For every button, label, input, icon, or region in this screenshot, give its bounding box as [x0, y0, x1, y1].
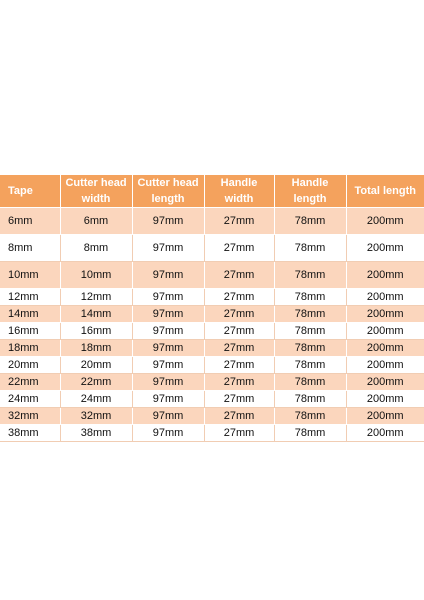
header-cutter-head-length: Cutter head length: [132, 175, 204, 208]
cell-cutter-head-length: 97mm: [132, 235, 204, 262]
cell-total-length: 200mm: [346, 235, 424, 262]
table-row: [0, 323, 424, 340]
cell-cutter-head-length: 97mm: [132, 357, 204, 374]
cell-handle-width: 27mm: [204, 289, 274, 306]
table-row: [0, 408, 424, 425]
header-row: [0, 175, 424, 208]
cell-tape: 38mm: [0, 425, 60, 442]
cell-cutter-head-width: 18mm: [60, 340, 132, 357]
cell-tape: 20mm: [0, 357, 60, 374]
cell-total-length: 200mm: [346, 208, 424, 235]
cell-handle-length: 78mm: [274, 408, 346, 425]
cell-cutter-head-width: 20mm: [60, 357, 132, 374]
cell-tape: 16mm: [0, 323, 60, 340]
header-cutter-head-width: Cutter head width: [60, 175, 132, 208]
cell-tape: 8mm: [0, 235, 60, 262]
cell-cutter-head-length: 97mm: [132, 425, 204, 442]
cell-cutter-head-length: 97mm: [132, 340, 204, 357]
header-handle-length: Handle length: [274, 175, 346, 208]
cell-handle-width: 27mm: [204, 374, 274, 391]
table-row: [0, 235, 424, 262]
cell-handle-width: 27mm: [204, 323, 274, 340]
cell-cutter-head-length: 97mm: [132, 306, 204, 323]
cell-handle-width: 27mm: [204, 425, 274, 442]
cell-tape: 22mm: [0, 374, 60, 391]
cell-tape: 6mm: [0, 208, 60, 235]
cell-handle-length: 78mm: [274, 340, 346, 357]
cell-cutter-head-length: 97mm: [132, 289, 204, 306]
table-row: [0, 262, 424, 289]
cell-cutter-head-length: 97mm: [132, 408, 204, 425]
table-row: [0, 306, 424, 323]
cell-total-length: 200mm: [346, 408, 424, 425]
cell-handle-length: 78mm: [274, 235, 346, 262]
cell-tape: 32mm: [0, 408, 60, 425]
cell-total-length: 200mm: [346, 391, 424, 408]
table-row: [0, 357, 424, 374]
cell-handle-width: 27mm: [204, 306, 274, 323]
table-header: [0, 175, 424, 208]
cell-handle-width: 27mm: [204, 340, 274, 357]
header-tape: Tape: [0, 175, 60, 208]
cell-cutter-head-width: 10mm: [60, 262, 132, 289]
cell-total-length: 200mm: [346, 357, 424, 374]
cell-tape: 24mm: [0, 391, 60, 408]
cell-cutter-head-width: 22mm: [60, 374, 132, 391]
cell-total-length: 200mm: [346, 340, 424, 357]
cell-handle-length: 78mm: [274, 262, 346, 289]
table-row: [0, 391, 424, 408]
cell-total-length: 200mm: [346, 323, 424, 340]
cell-total-length: 200mm: [346, 262, 424, 289]
cell-cutter-head-width: 24mm: [60, 391, 132, 408]
cell-tape: 12mm: [0, 289, 60, 306]
cell-handle-width: 27mm: [204, 208, 274, 235]
cell-handle-length: 78mm: [274, 208, 346, 235]
cell-total-length: 200mm: [346, 374, 424, 391]
header-total-length: Total length: [346, 175, 424, 208]
cell-cutter-head-length: 97mm: [132, 391, 204, 408]
cell-handle-length: 78mm: [274, 391, 346, 408]
table-row: [0, 289, 424, 306]
cell-handle-length: 78mm: [274, 306, 346, 323]
cell-total-length: 200mm: [346, 289, 424, 306]
cell-cutter-head-width: 38mm: [60, 425, 132, 442]
cell-total-length: 200mm: [346, 306, 424, 323]
cell-total-length: 200mm: [346, 425, 424, 442]
cell-cutter-head-length: 97mm: [132, 208, 204, 235]
table-row: [0, 208, 424, 235]
table-row: [0, 340, 424, 357]
cell-handle-width: 27mm: [204, 408, 274, 425]
cell-cutter-head-width: 16mm: [60, 323, 132, 340]
cell-cutter-head-length: 97mm: [132, 374, 204, 391]
cell-handle-width: 27mm: [204, 357, 274, 374]
cell-tape: 10mm: [0, 262, 60, 289]
size-spec-table: [0, 175, 424, 442]
table-row: [0, 374, 424, 391]
cell-tape: 14mm: [0, 306, 60, 323]
cell-cutter-head-width: 32mm: [60, 408, 132, 425]
cell-handle-length: 78mm: [274, 425, 346, 442]
cell-handle-length: 78mm: [274, 357, 346, 374]
cell-handle-width: 27mm: [204, 262, 274, 289]
cell-handle-width: 27mm: [204, 235, 274, 262]
cell-handle-length: 78mm: [274, 323, 346, 340]
cell-tape: 18mm: [0, 340, 60, 357]
cell-handle-length: 78mm: [274, 289, 346, 306]
table-body: [0, 208, 424, 442]
header-handle-width: Handle width: [204, 175, 274, 208]
cell-cutter-head-length: 97mm: [132, 323, 204, 340]
table-row: [0, 425, 424, 442]
cell-cutter-head-width: 6mm: [60, 208, 132, 235]
cell-handle-width: 27mm: [204, 391, 274, 408]
cell-cutter-head-length: 97mm: [132, 262, 204, 289]
cell-cutter-head-width: 12mm: [60, 289, 132, 306]
cell-cutter-head-width: 8mm: [60, 235, 132, 262]
cell-handle-length: 78mm: [274, 374, 346, 391]
cell-cutter-head-width: 14mm: [60, 306, 132, 323]
